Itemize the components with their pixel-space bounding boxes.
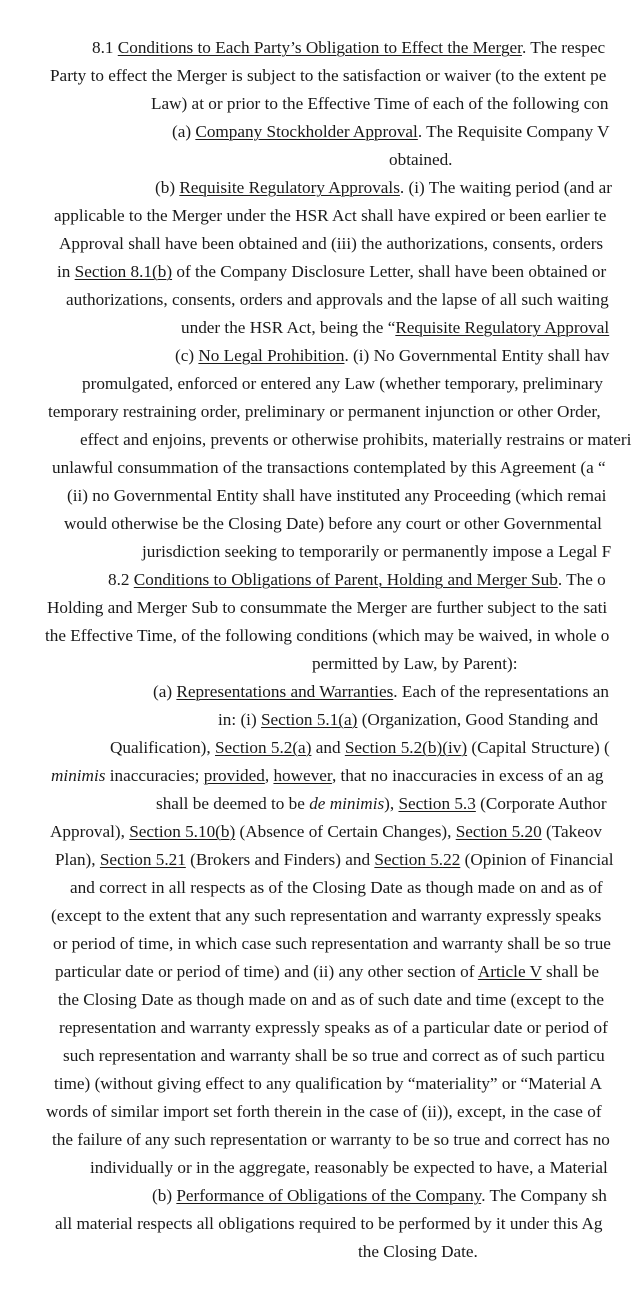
text-line [50, 66, 606, 88]
text-line [51, 906, 601, 928]
italic-text: de minimis [309, 794, 385, 813]
text-line [389, 150, 452, 172]
underlined-reference[interactable]: Section 5.22 [374, 850, 461, 869]
text-line [172, 122, 610, 144]
text-line [50, 822, 602, 844]
text-line [59, 234, 603, 256]
text-segment: . The Requisite Company V [417, 122, 610, 141]
text-segment: (b) [155, 178, 180, 197]
text-segment: words of similar import set forth therein in the case of (ii)), except, in the case of [46, 1102, 602, 1121]
text-line [175, 346, 609, 368]
text-segment: would otherwise be the Closing Date) before any court or other Governmental [64, 514, 602, 533]
text-segment: (Opinion of Financial [460, 850, 614, 869]
text-segment: Approval shall have been obtained and (iii) the authorizations, consents, orders [59, 234, 604, 253]
text-segment: , [264, 766, 274, 785]
text-segment: . (i) The waiting period (and ar [399, 178, 612, 197]
text-segment: and [311, 738, 345, 757]
text-segment: shall be deemed to be [156, 794, 310, 813]
text-line [54, 206, 606, 228]
text-segment: , that no inaccuracies in excess of an ag [331, 766, 604, 785]
text-line [181, 318, 609, 340]
text-line [151, 94, 608, 116]
text-segment: unlawful consummation of the transactions contemplated by this Agreement (a “ [52, 458, 606, 477]
text-line [90, 1158, 608, 1180]
text-line [108, 570, 606, 592]
text-segment: in: (i) [218, 710, 261, 729]
underlined-reference[interactable]: Section 5.2(b)(iv) [344, 738, 468, 757]
text-line [153, 682, 609, 704]
underlined-reference[interactable]: provided [203, 766, 265, 785]
text-line [58, 990, 604, 1012]
text-line [52, 458, 606, 480]
text-segment: . Each of the representations an [393, 682, 609, 701]
underlined-reference[interactable]: Requisite Regulatory Approval [395, 318, 610, 337]
text-segment: (Organization, Good Standing and [357, 710, 599, 729]
text-line [358, 1242, 478, 1264]
text-segment: (Brokers and Finders) and [185, 850, 375, 869]
text-line [66, 290, 609, 312]
text-segment: obtained. [389, 150, 453, 169]
text-segment: jurisdiction seeking to temporarily or permanently impose a Legal F [142, 542, 612, 561]
text-segment: or period of time, in which case such representation and warranty shall be so true [53, 934, 611, 953]
underlined-reference[interactable]: Company Stockholder Approval [195, 122, 418, 141]
text-segment: 8.1 [92, 38, 118, 57]
underlined-reference[interactable]: Section 5.10(b) [129, 822, 236, 841]
text-segment: . (i) No Governmental Entity shall hav [344, 346, 610, 365]
text-segment: in [57, 262, 75, 281]
text-line [46, 1102, 602, 1124]
text-segment: the Closing Date. [358, 1242, 478, 1261]
text-segment: the failure of any such representation or warranty to be so true and correct has no [52, 1130, 610, 1149]
text-segment: Plan), [55, 850, 100, 869]
text-line [52, 1130, 610, 1152]
text-segment: Approval), [50, 822, 130, 841]
text-segment: authorizations, consents, orders and approvals and the lapse of all such waiting [66, 290, 609, 309]
text-segment: (Takeov [541, 822, 603, 841]
underlined-reference[interactable]: Requisite Regulatory Approvals [179, 178, 400, 197]
underlined-reference[interactable]: Section 5.21 [99, 850, 186, 869]
text-line [312, 654, 518, 676]
text-line [218, 710, 598, 732]
text-segment: under the HSR Act, being the “ [181, 318, 396, 337]
text-segment: (Corporate Author [475, 794, 607, 813]
text-segment: the Effective Time, of the following conditions (which may be waived, in whole o [45, 626, 610, 645]
text-line [51, 766, 603, 788]
text-line [55, 850, 614, 872]
text-segment: such representation and warranty shall be so true and correct as of such particu [63, 1046, 605, 1065]
text-line [70, 878, 603, 900]
text-segment: promulgated, enforced or entered any Law (whether temporary, preliminary [82, 374, 603, 393]
text-segment: 8.2 [108, 570, 134, 589]
text-segment: (c) [175, 346, 199, 365]
text-line [47, 598, 607, 620]
text-line [55, 962, 599, 984]
text-segment: ), [384, 794, 399, 813]
text-line [55, 1214, 602, 1236]
underlined-reference[interactable]: Section 8.1(b) [74, 262, 173, 281]
text-segment: (Absence of Certain Changes), [235, 822, 456, 841]
text-segment: (Capital Structure) ( [467, 738, 610, 757]
text-line [45, 626, 609, 648]
underlined-reference[interactable]: Section 5.20 [455, 822, 542, 841]
text-line [48, 402, 601, 424]
underlined-reference[interactable]: Performance of Obligations of the Company [176, 1186, 482, 1205]
text-segment: particular date or period of time) and (ii) any other section of [55, 962, 478, 981]
text-segment: representation and warranty expressly speaks as of a particular date or period of [59, 1018, 608, 1037]
text-line [155, 178, 612, 200]
text-segment: inaccuracies; [105, 766, 204, 785]
text-line [110, 738, 610, 760]
text-segment: permitted by Law, by Parent): [312, 654, 518, 673]
text-segment: and correct in all respects as of the Closing Date as though made on and as of [70, 878, 603, 897]
text-line [152, 1186, 607, 1208]
text-segment: . The respec [521, 38, 606, 57]
text-segment: individually or in the aggregate, reasonably be expected to have, a Material [90, 1158, 608, 1177]
underlined-reference[interactable]: Conditions to Each Party’s Obligation to Effect the Merger [117, 38, 522, 57]
text-line [59, 1018, 608, 1040]
text-segment: (ii) no Governmental Entity shall have instituted any Proceeding (which remai [67, 486, 607, 505]
text-segment: (b) [152, 1186, 177, 1205]
text-line [57, 262, 606, 284]
underlined-reference[interactable]: Section 5.3 [398, 794, 476, 813]
text-line [80, 430, 631, 452]
text-segment: time) (without giving effect to any qualification by “materiality” or “Material A [54, 1074, 603, 1093]
text-line [142, 542, 611, 564]
underlined-reference[interactable]: Conditions to Obligations of Parent, Holding and Merger Sub [133, 570, 558, 589]
underlined-reference[interactable]: however [273, 766, 332, 785]
text-segment: . The o [557, 570, 606, 589]
text-line [82, 374, 603, 396]
text-segment: applicable to the Merger under the HSR Act shall have expired or been earlier te [54, 206, 607, 225]
text-segment: (a) [153, 682, 177, 701]
text-segment: Holding and Merger Sub to consummate the Merger are further subject to the sati [47, 598, 608, 617]
text-line [63, 1046, 605, 1068]
underlined-reference[interactable]: Section 5.2(a) [215, 738, 312, 757]
text-segment: (a) [172, 122, 196, 141]
text-segment: Qualification), [110, 738, 215, 757]
text-segment: (except to the extent that any such representation and warranty expressly speaks [51, 906, 602, 925]
text-segment: the Closing Date as though made on and as of such date and time (except to the [58, 990, 605, 1009]
text-line [53, 934, 611, 956]
text-segment: effect and enjoins, prevents or otherwise prohibits, materially restrains or materi [80, 430, 632, 449]
text-line [67, 486, 606, 508]
underlined-reference[interactable]: No Legal Prohibition [198, 346, 345, 365]
underlined-reference[interactable]: Representations and Warranties [176, 682, 394, 701]
text-segment: all material respects all obligations required to be performed by it under this Ag [55, 1214, 603, 1233]
text-segment: Party to effect the Merger is subject to the satisfaction or waiver (to the extent pe [50, 66, 607, 85]
text-segment: of the Company Disclosure Letter, shall have been obtained or [172, 262, 607, 281]
underlined-reference[interactable]: Article V [477, 962, 542, 981]
text-line [64, 514, 602, 536]
text-segment: . The Company sh [481, 1186, 607, 1205]
text-line [156, 794, 607, 816]
underlined-reference[interactable]: Section 5.1(a) [260, 710, 358, 729]
text-line [92, 38, 605, 60]
text-line [54, 1074, 602, 1096]
text-segment: Law) at or prior to the Effective Time of each of the following con [151, 94, 609, 113]
text-segment: shall be [541, 962, 599, 981]
italic-text: minimis [51, 766, 106, 785]
text-segment: temporary restraining order, preliminary or permanent injunction or other Order, [48, 402, 601, 421]
